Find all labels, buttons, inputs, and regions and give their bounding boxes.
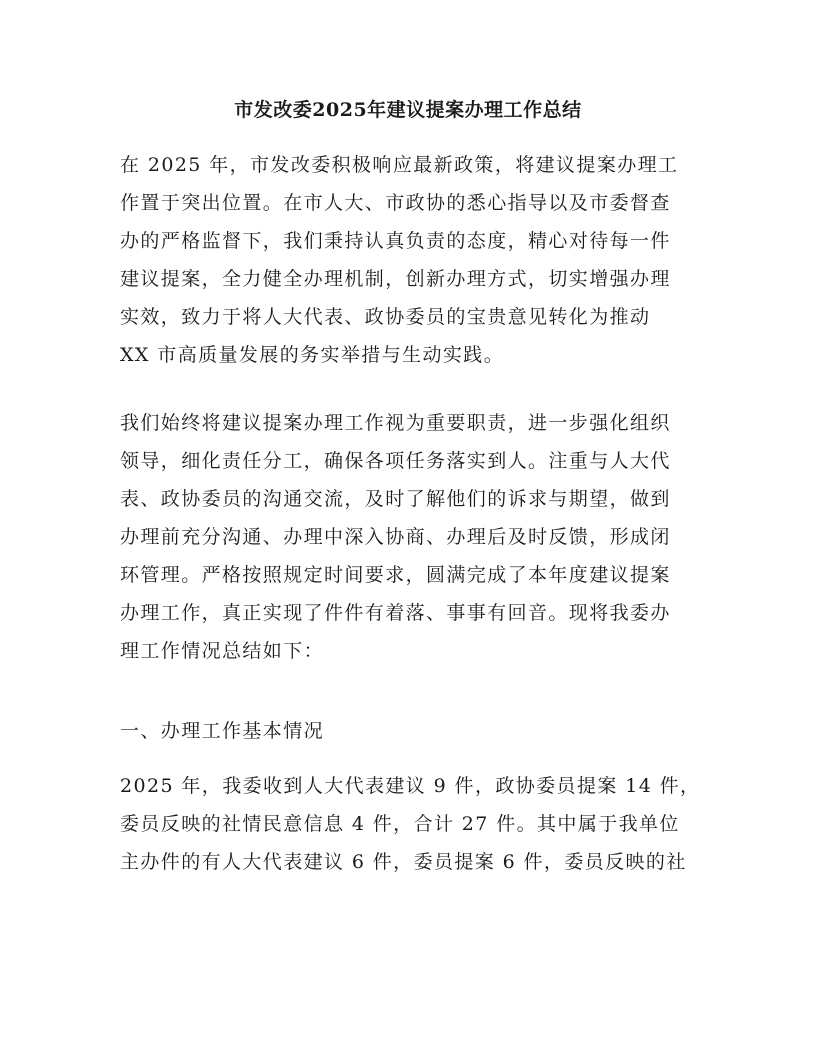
paragraph-line: 主办件的有人大代表建议 6 件，委员提案 6 件，委员反映的社 xyxy=(120,851,687,873)
paragraph-line: XX 市高质量发展的务实举措与生动实践。 xyxy=(120,344,505,366)
paragraph-line: 办的严格监督下，我们秉持认真负责的态度，精心对待每一件 xyxy=(120,230,671,252)
paragraph-line: 表、政协委员的沟通交流，及时了解他们的诉求与期望，做到 xyxy=(120,488,671,510)
section-heading-text: 一、办理工作基本情况 xyxy=(120,720,325,742)
paragraph-basic-situation xyxy=(120,767,700,881)
paragraph-line: 环管理。严格按照规定时间要求，圆满完成了本年度建议提案 xyxy=(120,564,671,586)
paragraph-line: 在 2025 年，市发改委积极响应最新政策，将建议提案办理工 xyxy=(120,154,679,176)
section-heading xyxy=(120,712,700,750)
paragraph-line: 建议提案，全力健全办理机制，创新办理方式，切实增强办理 xyxy=(120,268,671,290)
paragraph-line: 理工作情况总结如下： xyxy=(120,640,325,662)
paragraph-line: 实效，致力于将人大代表、政协委员的宝贵意见转化为推动 xyxy=(120,306,651,328)
paragraph-intro xyxy=(120,146,700,374)
paragraph-line: 作置于突出位置。在市人大、市政协的悉心指导以及市委督查 xyxy=(120,192,671,214)
paragraph-line: 办理工作，真正实现了件件有着落、事事有回音。现将我委办 xyxy=(120,602,671,624)
document-title: 市发改委2025年建议提案办理工作总结 xyxy=(234,99,582,121)
paragraph-duties xyxy=(120,404,700,670)
paragraph-line: 我们始终将建议提案办理工作视为重要职责，进一步强化组织 xyxy=(120,412,671,434)
paragraph-line: 委员反映的社情民意信息 4 件，合计 27 件。其中属于我单位 xyxy=(120,813,680,835)
paragraph-line: 领导，细化责任分工，确保各项任务落实到人。注重与人大代 xyxy=(120,450,671,472)
paragraph-line: 2025 年，我委收到人大代表建议 9 件，政协委员提案 14 件， xyxy=(120,775,701,797)
paragraph-line: 办理前充分沟通、办理中深入协商、办理后及时反馈，形成闭 xyxy=(120,526,671,548)
